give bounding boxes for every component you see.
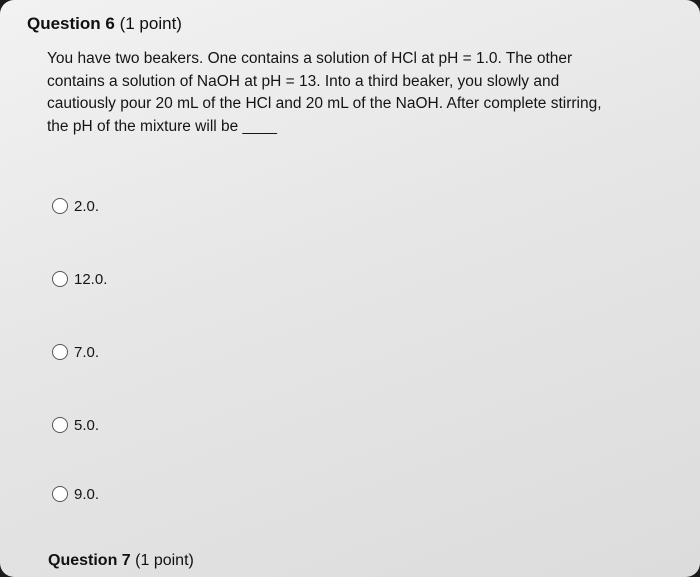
question-text-line: cautiously pour 20 mL of the HCl and 20 mL of the NaOH. After complete stirring, [47,95,602,112]
next-question-header [48,550,194,572]
radio-button[interactable] [52,271,68,287]
next-question-title: Question 7 [48,552,131,569]
radio-button[interactable] [52,486,68,502]
question-text [47,48,687,138]
question-text-line: You have two beakers. One contains a solution of HCl at pH = 1.0. The other [47,50,573,67]
radio-button[interactable] [52,344,68,360]
radio-button[interactable] [52,198,68,214]
next-question-points: (1 point) [135,552,194,569]
answer-option-label: 9.0. [74,485,100,503]
question-text-line: the pH of the mixture will be ____ [47,117,278,135]
question-header [27,12,182,36]
answer-option-12-0[interactable] [52,267,107,291]
question-text-line: contains a solution of NaOH at pH = 13. Into a third beaker, you slowly and [47,72,560,90]
answer-option-2-0[interactable] [52,194,99,218]
answer-option-label: 5.0. [74,416,100,434]
answer-option-label: 2.0. [74,197,100,215]
question-points: (1 point) [119,14,182,33]
radio-button[interactable] [52,417,68,433]
answer-option-label: 7.0. [74,343,100,361]
answer-option-7-0[interactable] [52,340,99,364]
answer-option-9-0[interactable] [52,482,99,506]
question-title: Question 6 [27,14,115,33]
answer-option-label: 12.0. [74,270,108,288]
answer-option-5-0[interactable] [52,413,99,437]
